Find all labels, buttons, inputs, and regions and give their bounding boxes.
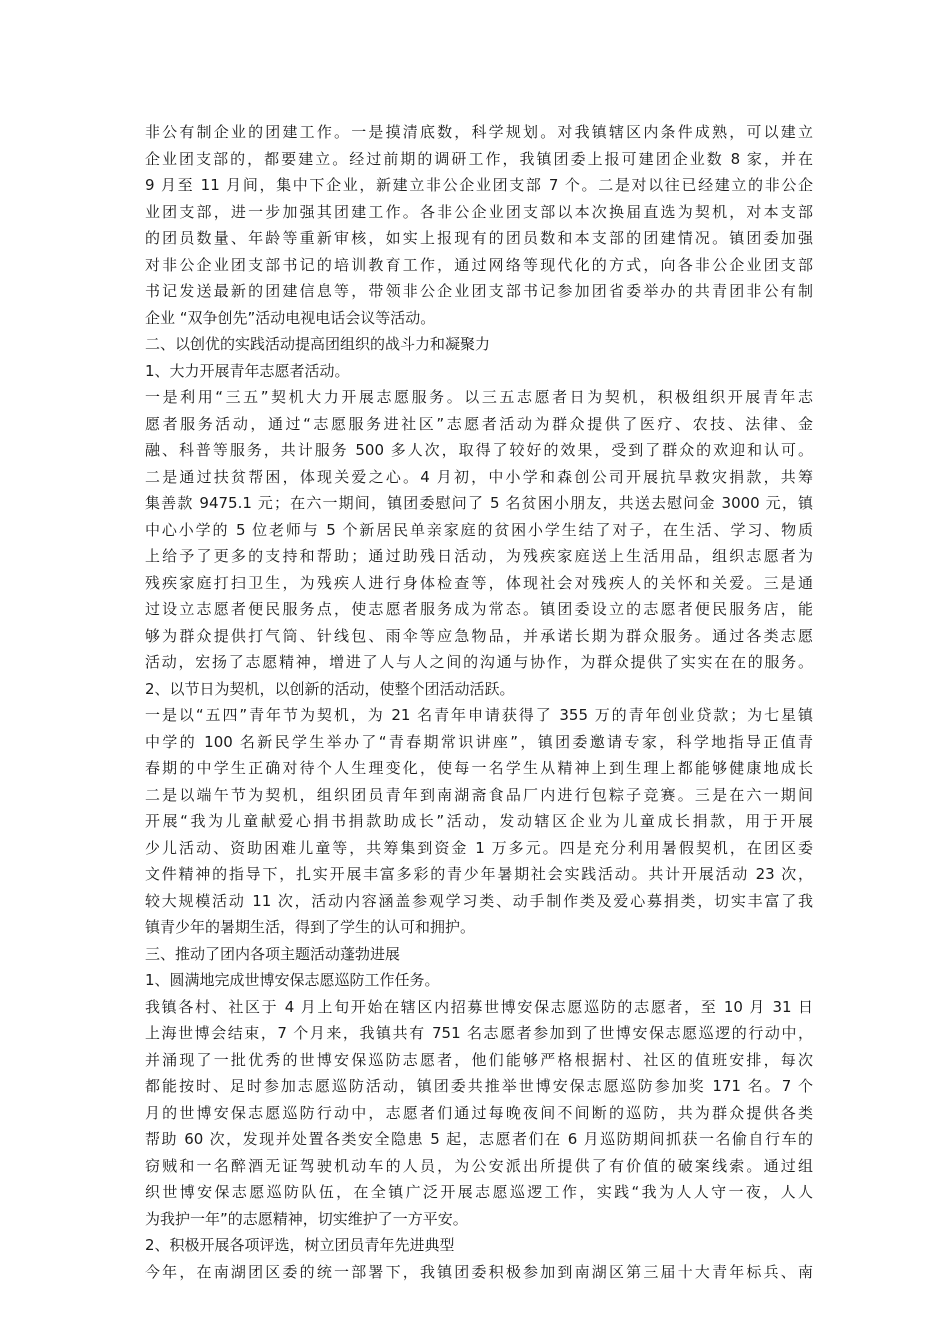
- text-line: 愿者服务活动，通过“志愿服务进社区”志愿者活动为群众提供了医疗、农技、法律、金: [145, 414, 813, 433]
- text-line: 织世博安保志愿巡防队伍，在全镇广泛开展志愿巡逻工作，实践“我为人人守一夜，人人: [145, 1183, 813, 1201]
- text-line: 残疾家庭打扫卫生，为残疾人进行身体检查等，体现社会对残疾人的关怀和关爱。三是通: [145, 573, 813, 592]
- text-line: 1、大力开展青年志愿者活动。: [145, 361, 350, 380]
- text-line: 上给予了更多的支持和帮助；通过助残日活动，为残疾家庭送上生活用品，组织志愿者为: [145, 547, 813, 565]
- text-line: 一是以“五四”青年节为契机，为 21 名青年申请获得了 355 万的青年创业贷款；为七星镇: [145, 706, 813, 724]
- text-line: 我镇各村、社区于 4 月上旬开始在辖区内招募世博安保志愿巡防的志愿者，至 10 月 31 日: [145, 997, 813, 1016]
- text-line: 都能按时、足时参加志愿巡防活动，镇团委共推举世博安保志愿巡防参加奖 171 名。7 个: [145, 1077, 813, 1095]
- text-line: 今年，在南湖团区委的统一部署下，我镇团委积极参加到南湖区第三届十大青年标兵、南: [145, 1262, 813, 1281]
- text-line: 1、圆满地完成世博安保志愿巡防工作任务。: [145, 971, 440, 989]
- text-line: 融、科普等服务，共计服务 500 多人次，取得了较好的效果，受到了群众的欢迎和认可。: [145, 441, 813, 459]
- text-line: 活动，宏扬了志愿精神，增进了人与人之间的沟通与协作，为群众提供了实实在在的服务。: [145, 653, 813, 671]
- text-line: 为我护一年”的志愿精神，切实维护了一方平安。: [145, 1209, 468, 1228]
- text-line: 够为群众提供打气筒、针线包、雨伞等应急物品，并承诺长期为群众服务。通过各类志愿: [145, 626, 813, 645]
- text-line: 企业 “双争创先”活动电视电话会议等活动。: [145, 308, 436, 327]
- text-line: 帮助 60 次，发现并处置各类安全隐患 5 起，志愿者们在 6 月巡防期间抓获一名偷自行车的: [145, 1130, 813, 1148]
- text-line: 窃贼和一名醉酒无证驾驶机动车的人员，为公安派出所提供了有价值的破案线索。通过组: [145, 1156, 813, 1175]
- text-line: 业团支部，进一步加强其团建工作。各非公企业团支部以本次换届直选为契机，对本支部: [145, 202, 813, 221]
- text-line: 企业团支部的，都要建立。经过前期的调研工作，我镇团委上报可建团企业数 8 家，并在: [145, 149, 813, 168]
- text-line: 二是通过扶贫帮困，体现关爱之心。4 月初，中小学和森创公司开展抗旱救灾捐款，共筹: [145, 467, 813, 486]
- text-line: 集善款 9475.1 元；在六一期间，镇团委慰问了 5 名贫困小朋友，共送去慰问金 3000 元，镇: [145, 494, 813, 512]
- text-line: 文件精神的指导下，扎实开展丰富多彩的青少年暑期社会实践活动。共计开展活动 23 次，: [145, 865, 813, 883]
- text-line: 开展“我为儿童献爱心捐书捐款助成长”活动，发动辖区企业为儿童成长捐款，用于开展: [145, 812, 813, 830]
- text-line: 2、以节日为契机，以创新的活动，使整个团活动活跃。: [145, 679, 515, 698]
- text-line: 2、积极开展各项评选，树立团员青年先进典型: [145, 1236, 455, 1254]
- text-line: 少儿活动、资助困难儿童等，共筹集到资金 1 万多元。四是充分利用暑假契机，在团区委: [145, 838, 813, 857]
- document-page: [145, 119, 813, 1285]
- text-line: 书记发送最新的团建信息等，带领非公企业团支部书记参加团省委举办的共青团非公有制: [145, 282, 813, 300]
- text-line: 一是利用“三五”契机大力开展志愿服务。以三五志愿者日为契机，积极组织开展青年志: [145, 388, 813, 406]
- text-line: 的团员数量、年龄等重新审核，如实上报现有的团员数和本支部的团建情况。镇团委加强: [145, 229, 813, 247]
- text-line: 二是以端午节为契机，组织团员青年到南湖斋食品厂内进行包粽子竞赛。三是在六一期间: [145, 785, 813, 804]
- text-line: 过设立志愿者便民服务点，使志愿者服务成为常态。镇团委设立的志愿者便民服务店，能: [145, 600, 813, 618]
- text-line: 春期的中学生正确对待个人生理变化，使每一名学生从精神上到生理上都能够健康地成长: [145, 759, 813, 777]
- text-line: 中学的 100 名新民学生举办了“青春期常识讲座”，镇团委邀请专家，科学地指导正值青: [145, 732, 813, 751]
- text-line: 9 月至 11 月间，集中下企业，新建立非公企业团支部 7 个。二是对以往已经建立的非公企: [145, 176, 813, 194]
- text-line: 上海世博会结束，7 个月来，我镇共有 751 名志愿者参加到了世博安保志愿巡逻的行动中，: [145, 1024, 813, 1042]
- text-line: 镇青少年的暑期生活，得到了学生的认可和拥护。: [145, 918, 476, 936]
- text-line: 较大规模活动 11 次，活动内容涵盖参观学习类、动手制作类及爱心募捐类，切实丰富了我: [145, 891, 813, 910]
- text-line: 中心小学的 5 位老师与 5 个新居民单亲家庭的贫困小学生结了对子，在生活、学习、物质: [145, 520, 813, 539]
- text-line: 对非公企业团支部书记的培训教育工作，通过网络等现代化的方式，向各非公企业团支部: [145, 255, 813, 274]
- text-line: 并涌现了一批优秀的世博安保巡防志愿者，他们能够严格根据村、社区的值班安排，每次: [145, 1050, 813, 1069]
- text-line: 月的世博安保志愿巡防行动中，志愿者们通过每晚夜间不间断的巡防，共为群众提供各类: [145, 1103, 813, 1122]
- text-line: 非公有制企业的团建工作。一是摸清底数，科学规划。对我镇辖区内条件成熟，可以建立: [145, 123, 813, 141]
- text-line: 三、推动了团内各项主题活动蓬勃进展: [145, 944, 401, 963]
- text-line: 二、以创优的实践活动提高团组织的战斗力和凝聚力: [145, 335, 491, 353]
